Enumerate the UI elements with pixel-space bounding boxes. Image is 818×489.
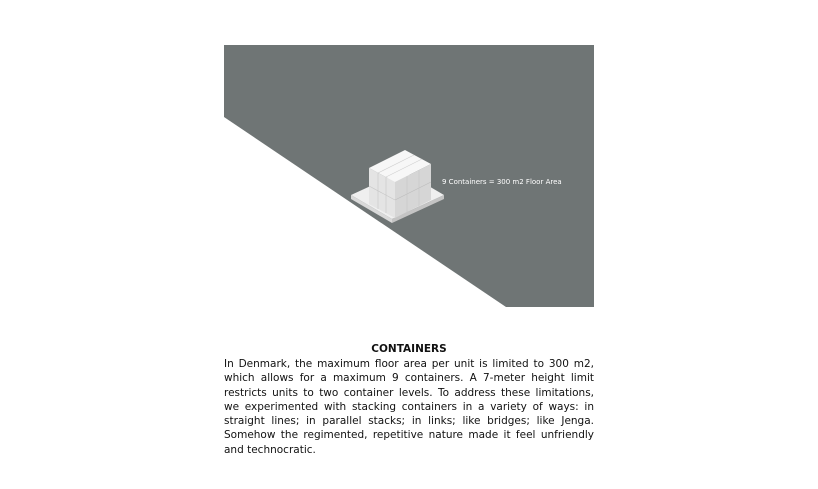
caption-body: In Denmark, the maximum floor area per unit is limited to 300 m2, which allows for a maximum 9 containers. A 7-meter height limit restricts units to two container levels. To address these limitations, we experimented with stacking containers in a variety of ways: in straight lines; in parallel stacks; in links; like bridges; like Jenga. Somehow the regimented, repetitive nature made it feel unfriendly and technocratic. (224, 358, 594, 456)
diagram-svg (224, 45, 594, 307)
container-stacking-diagram (224, 45, 594, 307)
caption-title: CONTAINERS (371, 343, 447, 355)
floor-area-annotation: 9 Containers = 300 m2 Floor Area (442, 178, 562, 186)
caption (224, 342, 594, 457)
